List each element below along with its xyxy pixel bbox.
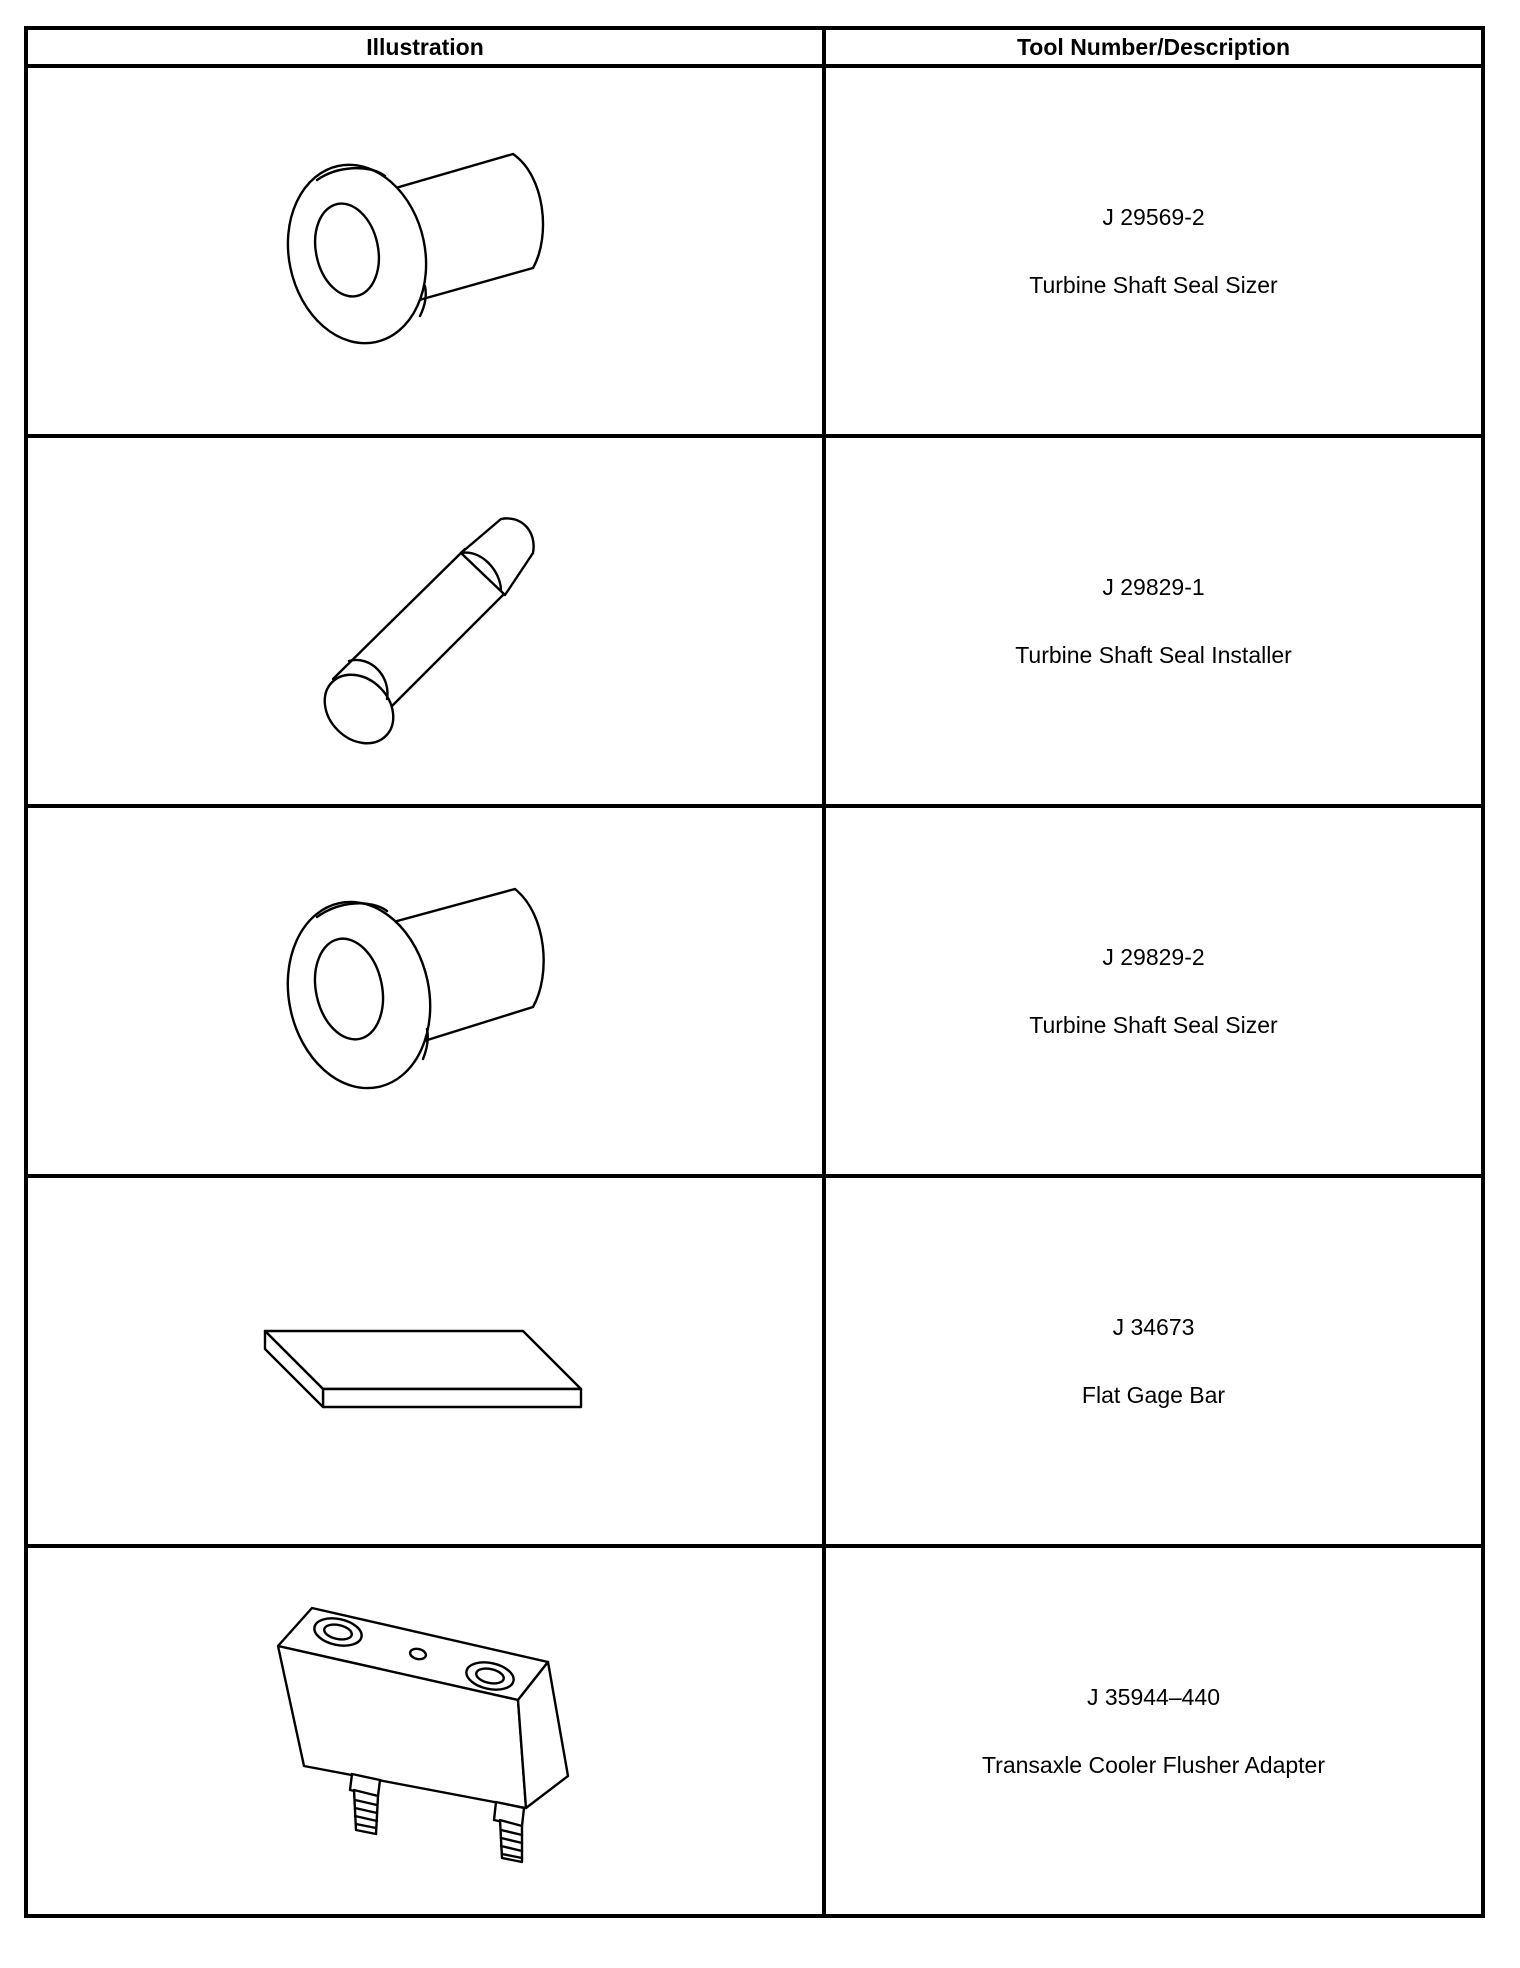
- tool-description: Turbine Shaft Seal Installer: [1015, 642, 1292, 668]
- table-row: [26, 806, 1483, 1176]
- special-tools-table: [24, 26, 1485, 1918]
- gage-bar-icon: [255, 1311, 595, 1411]
- tool-number: J 29569-2: [1102, 204, 1205, 230]
- illustration-cell: [26, 1176, 824, 1546]
- tool-number: J 34673: [1112, 1314, 1195, 1340]
- illustration-cell: [26, 806, 824, 1176]
- tool-description: Flat Gage Bar: [1081, 1382, 1226, 1408]
- table-row: [26, 66, 1483, 436]
- tool-number: J 29829-2: [1102, 944, 1205, 970]
- tool-description: Turbine Shaft Seal Sizer: [1029, 1012, 1278, 1038]
- table-row: [26, 436, 1483, 806]
- illustration-cell: [26, 436, 824, 806]
- seal-installer-icon: [275, 491, 575, 751]
- flusher-adapter-icon: [260, 1596, 590, 1866]
- tool-description: Transaxle Cooler Flusher Adapter: [981, 1752, 1326, 1778]
- table-row: [26, 1176, 1483, 1546]
- seal-sizer-icon: [275, 136, 575, 366]
- description-cell: [824, 806, 1483, 1176]
- seal-sizer-icon: [275, 871, 575, 1111]
- illustration-cell: [26, 1546, 824, 1916]
- table-header-row: [26, 28, 1483, 66]
- illustration-cell: [26, 66, 824, 436]
- tool-description: Turbine Shaft Seal Sizer: [1029, 272, 1278, 298]
- tool-number: J 35944–440: [1086, 1684, 1220, 1710]
- header-tool-number-description: Tool Number/Description: [824, 28, 1483, 66]
- description-cell: [824, 1546, 1483, 1916]
- description-cell: [824, 66, 1483, 436]
- tool-number: J 29829-1: [1102, 574, 1205, 600]
- description-cell: [824, 436, 1483, 806]
- description-cell: [824, 1176, 1483, 1546]
- header-illustration: Illustration: [26, 28, 824, 66]
- table-row: [26, 1546, 1483, 1916]
